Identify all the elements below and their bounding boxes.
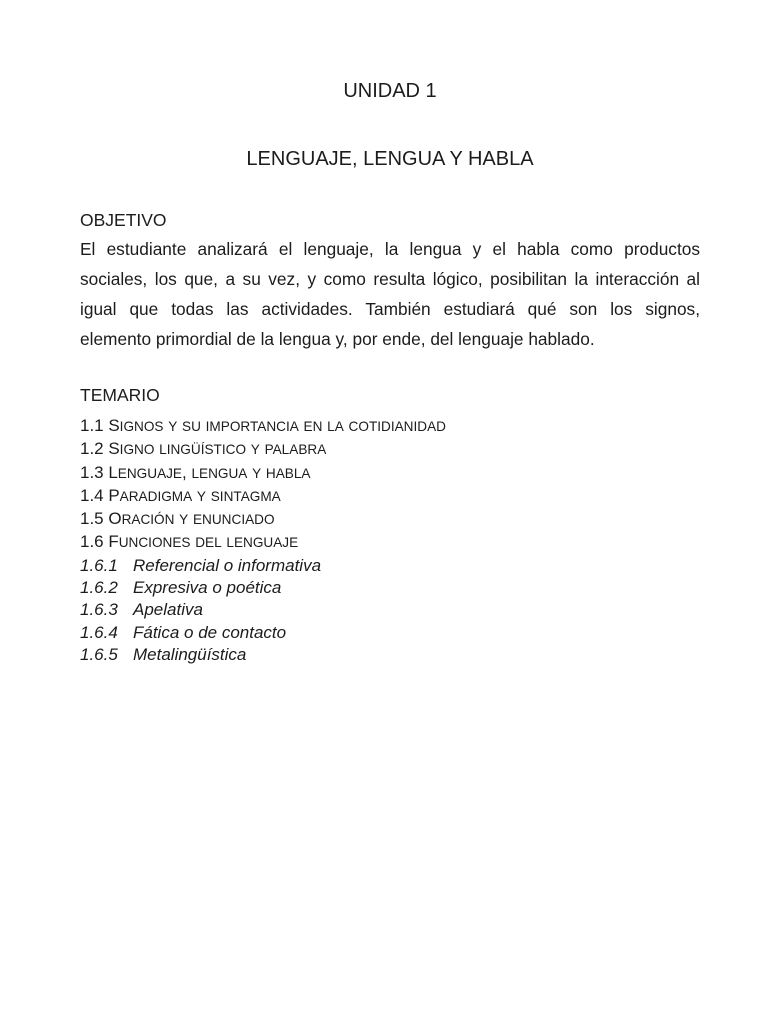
paragraph-line: igual que todas las actividades. También estudiará qué son los signos, xyxy=(80,299,700,319)
syllabus-subitem xyxy=(80,622,700,644)
item-number: 1.4 xyxy=(80,485,104,505)
small-caps-run: LENGUAJE xyxy=(226,535,299,551)
item-label: SIGNO LINGÜÍSTICO Y PALABRA xyxy=(108,439,327,459)
small-caps-run: PALABRA xyxy=(264,442,327,458)
small-caps-run: ENGUAJE xyxy=(117,465,183,481)
small-caps-run: ENUNCIADO xyxy=(192,512,275,528)
paragraph-line: elemento primordial de la lengua y, por ende, del lenguaje hablado. xyxy=(80,329,595,349)
subitem-label: Fática o de contacto xyxy=(133,622,287,642)
subitem-number: 1.6.5 xyxy=(80,644,118,664)
subitem-number: 1.6.4 xyxy=(80,622,118,642)
small-caps-run: DEL xyxy=(195,535,222,551)
small-caps-run: UNCIONES xyxy=(118,535,191,551)
syllabus-item xyxy=(80,415,700,438)
subitem-number: 1.6.2 xyxy=(80,578,118,598)
item-number: 1.6 xyxy=(80,532,104,552)
syllabus-subitem xyxy=(80,644,700,666)
item-number: 1.2 xyxy=(80,439,104,459)
syllabus-item xyxy=(80,438,700,461)
syllabus-item xyxy=(80,485,700,508)
item-number: 1.3 xyxy=(80,462,104,482)
small-caps-run: IGNOS xyxy=(119,419,164,434)
small-caps-run: SINTAGMA xyxy=(210,488,281,504)
syllabus-subitem xyxy=(80,577,700,599)
syllabus-item xyxy=(80,508,700,531)
syllabus-list xyxy=(80,415,700,666)
item-label: LENGUAJE, LENGUA Y HABLA xyxy=(108,462,311,482)
subitem-label: Apelativa xyxy=(133,600,203,620)
syllabus-heading: TEMARIO xyxy=(80,385,160,405)
objective-paragraph xyxy=(80,234,700,354)
paragraph-line: El estudiante analizará el lenguaje, la lengua y el habla como productos xyxy=(80,239,700,259)
subitem-label: Referencial o informativa xyxy=(133,555,322,575)
small-caps-run: LINGÜÍSTICO xyxy=(159,442,247,458)
small-caps-run: ARADIGMA xyxy=(119,488,193,504)
subitem-label: Metalingüística xyxy=(133,644,247,664)
small-caps-run: EN xyxy=(303,419,323,434)
small-caps-run: RACIÓN xyxy=(121,512,175,528)
small-caps-run: Y xyxy=(179,512,189,528)
item-number: 1.5 xyxy=(80,509,104,529)
subitem-number: 1.6.3 xyxy=(80,600,118,620)
small-caps-run: LENGUA xyxy=(191,465,248,481)
objective-heading: OBJETIVO xyxy=(80,210,167,230)
subitem-label: Expresiva o poética xyxy=(133,578,282,598)
item-label: FUNCIONES DEL LENGUAJE xyxy=(108,532,299,552)
syllabus-item xyxy=(80,462,700,485)
small-caps-run: Y xyxy=(168,419,178,434)
small-caps-run: LA xyxy=(327,419,344,434)
item-number: 1.1 xyxy=(80,416,104,435)
small-caps-run: COTIDIANIDAD xyxy=(348,419,446,434)
unit-title: UNIDAD 1 xyxy=(343,80,437,102)
small-caps-run: Y xyxy=(196,488,206,504)
small-caps-run: HABLA xyxy=(265,465,311,481)
small-caps-run: Y xyxy=(252,465,262,481)
syllabus-subitem xyxy=(80,555,700,577)
syllabus-subitem xyxy=(80,599,700,621)
syllabus-item xyxy=(80,531,700,554)
item-label: ORACIÓN Y ENUNCIADO xyxy=(108,509,275,529)
item-label: SIGNOS Y SU IMPORTANCIA EN LA COTIDIANIDAD xyxy=(108,416,446,435)
small-caps-run: SU xyxy=(182,419,201,434)
paragraph-line: sociales, los que, a su vez, y como resulta lógico, posibilitan la interacción al xyxy=(80,269,700,289)
item-label: PARADIGMA Y SINTAGMA xyxy=(108,485,281,505)
document-title: LENGUAJE, LENGUA Y HABLA xyxy=(246,148,534,170)
subitem-number: 1.6.1 xyxy=(80,555,118,575)
small-caps-run: IMPORTANCIA xyxy=(205,419,299,434)
small-caps-run: IGNO xyxy=(119,442,155,458)
small-caps-run: Y xyxy=(250,442,260,458)
